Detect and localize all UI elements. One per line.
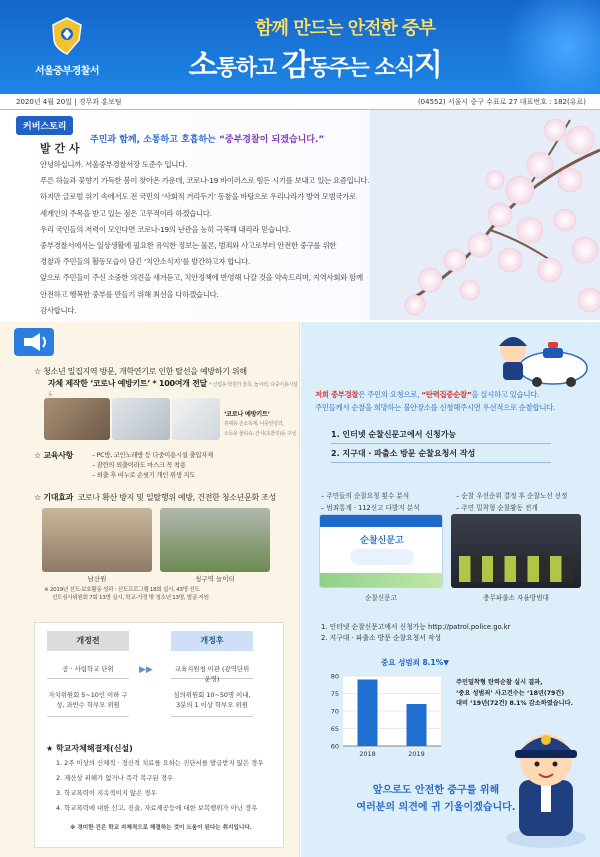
after-cell: 교육지원청 이관 (광역단위 운영) (171, 661, 253, 679)
header-title: 소통하고 감동주는 소식지 (188, 48, 442, 83)
chart-x-tick-label: 2019 (408, 750, 425, 758)
playground-photo (160, 508, 270, 572)
photo-caption: 청구역 놀이터 (195, 575, 235, 583)
step-online: 1. 인터넷 순찰신문고에서 신청가능 (331, 429, 551, 444)
contact-address: (04552) 서울시 중구 수표로 27 대표번호 : 182(유료) (417, 98, 586, 106)
foreword-line: 세계인의 주목을 받고 있는 점은 고무적이라 하겠습니다. (40, 208, 212, 218)
org-name: 서울중부경찰서 (34, 66, 100, 77)
foreword-line: 중부경찰서에서는 일상생활에 필요한 유익한 정보는 물론, 범죄와 사고로부터 안전한 중구를 위한 (40, 241, 337, 251)
edu-label: ☆ 교육사항 (34, 451, 74, 460)
foreword-line: 안전하고 행복한 중부를 만들기 위해 최선을 다하겠습니다. (40, 289, 219, 299)
foreword-heading: 발 간 사 (40, 142, 80, 155)
how-to-apply: 1. 인터넷 순찰신문고에서 신청가능 http://patrol.police.go.kr 2. 지구대 · 파출소 방문 순찰요청서 작성 (321, 623, 511, 642)
chart-y-tick-label: 75 (330, 690, 339, 698)
issue-date: 2020년 4월 20일 | 경무과 홍보팀 (16, 98, 122, 106)
kit-description: ‘코로나 예방키트’ 휴대용 손소독제, 나뭇잎링의, 소독용 물티슈, 간식(초콜릿)등 구성 (224, 411, 296, 437)
shot-caption: 충무파출소 자율방범대 (483, 594, 549, 602)
kit-photo-1 (44, 398, 110, 440)
chart-y-tick-label: 70 (330, 707, 339, 716)
chart-x-tick-label: 2018 (359, 750, 376, 758)
stat-note: ※ 2019년 선도·보호활동 성과 : 선도프로그램 18회 실시, 43명 선도 선도심사위원회 7회 13명 실시, 학교-가정 밖 청소년 13명, 발굴·지원 (44, 587, 209, 601)
foreword-line: 경찰과 주민들의 활동모습이 담긴 ‘치안소식지’를 발간하고자 합니다. (40, 257, 250, 267)
police-logo (18, 16, 116, 77)
edu-item: – 외출 후 비누로 손씻기 개인 위생 지도 (92, 471, 196, 479)
cherry-blossom-image (370, 110, 600, 320)
kit-photo-2 (112, 398, 170, 440)
foreword-line: 앞으로 주민들이 주신 소중한 의견을 새겨듣고, 치안정책에 반영해 나갈 것을 약속드리며, 지역사회와 함께 (40, 273, 363, 283)
reason-item: 1. 2주 이상의 신체적 · 정신적 치료를 요하는 진단서를 발급받지 않은 경우 (56, 759, 264, 767)
arrow-right-icon: ▶▶ (139, 665, 153, 675)
megaphone-icon (14, 328, 54, 356)
effect-line: ☆ 기대효과 코로나 확산 방지 및 일탈행위 예방, 건전한 청소년문화 조성 (34, 493, 277, 502)
edu-list (92, 450, 213, 480)
header-subtitle: 함께 만드는 안전한 중부 (255, 18, 435, 39)
foreword-line: 감사합니다. (40, 305, 77, 315)
chart-bar (358, 680, 378, 747)
volunteer-patrol-photo (451, 514, 581, 588)
cover-story-section (0, 110, 600, 320)
patrol-website-screenshot: 순찰신문고 (319, 514, 443, 588)
footnote: ※ 경미한 건은 학교 자체적으로 해결하는 것이 도움이 된다는 취지입니다. (70, 825, 252, 831)
kit-photo-3 (172, 398, 220, 440)
chart-title: 중요 성범죄 8.1%▼ (381, 658, 450, 667)
step-visit: 2. 지구대 · 파출소 방문 순찰요청서 작성 (331, 448, 551, 463)
foreword-line: 푸른 하늘과 꽃향기 가득한 봄이 찾아온 가운데, 코로나-19 바이러스로 힘든 시기를 보내고 있는 요즘입니다. (40, 176, 370, 186)
police-car-mascot-icon (491, 328, 591, 388)
foreword-text (40, 157, 380, 319)
before-cell: 자치위원회 5~10인 이하 구성, 과반수 학부모 위원 (47, 687, 129, 717)
before-cell: 공 · 사립학교 단위 (47, 661, 129, 679)
cover-story-tag: 커버스토리 (16, 116, 73, 135)
reason-item: 2. 재산상 피해가 없거나 즉각 복구된 경우 (56, 774, 174, 782)
reason-item: 3. 학교폭력이 지속적이지 않은 경우 (56, 789, 157, 797)
patrol-result: 주민밀착형 탄력순찰 실시 결과, ‘중요 성범죄’ 사고건수는 ‘18년(79건) 대비 ‘19년(72건) 8.1% 감소하였습니다. (456, 679, 573, 707)
chart-bar (407, 704, 427, 746)
before-header: 개정전 (47, 631, 129, 651)
info-bar (0, 94, 600, 110)
edu-item: – 잠깐의 외출이라도 마스크 꼭 착용 (92, 461, 186, 469)
after-cell: 심의위원회 10~50명 이내, 3분의 1 이상 학부모 위원 (171, 687, 253, 717)
closing-message: 앞으로도 안전한 중구를 위해 여러분의 의견에 귀 기울이겠습니다. (356, 785, 516, 813)
chart-y-tick-label: 80 (330, 672, 339, 681)
photo-caption: 남산원 (87, 575, 107, 583)
foreword-line: 우리 국민들의 저력이 모인다면 코로나-19의 난관을 능히 극복해 내리라 믿습니다. (40, 224, 291, 234)
foreword-line: 하지만 글로벌 위기 속에서도 전 국민의 ‘사회적 거리두기’ 동참을 바탕으로 우리나라가 방역 모범국가로 (40, 192, 356, 202)
self-resolution-title: ★ 학교자체해결제(신설) (46, 744, 133, 753)
operation-list: – 주민들의 순찰요청 횟수 분석 – 순찰 우선순위 결정 후 순찰노선 선정 – 범죄통계 · 112신고 다발지 분석 – 주민 밀착형 순찰활동 전개 (321, 492, 568, 512)
cover-quote: 주민과 함께, 소통하고 호흡하는 “중부경찰이 되겠습니다.” (90, 135, 325, 145)
kit-item-line-2: 자체 제작한 ‘코로나 예방키트’ * 100여개 전달 * 신림동 학원가 골목, 놀이터, 다중이용시설 등 (48, 379, 298, 398)
foreword-line: 안녕하십니까. 서울중부경찰서장 도준수 입니다. (40, 160, 188, 169)
reason-item: 4. 학교폭력에 대한 신고, 진술, 자료제공등에 대한 보복행위가 아닌 경우 (56, 804, 258, 812)
sex-crime-bar-chart (319, 670, 449, 762)
shot-caption: 순찰신문고 (365, 594, 397, 602)
law-revision-box (34, 622, 284, 848)
header-banner (0, 0, 600, 94)
youth-safety-section (0, 322, 300, 857)
police-emblem-icon (49, 16, 85, 56)
after-header: 개정후 (171, 631, 253, 651)
kit-item-line-1: ☆ 청소년 밀집지역 방문, 개학연기로 인한 탈선을 예방하기 위해 (34, 367, 247, 376)
namsanwon-photo (42, 508, 152, 572)
chart-y-tick-label: 60 (330, 742, 339, 751)
edu-item: – PC방, 코인노래방 등 다중이용시설 출입자제 (92, 451, 213, 459)
patrol-intro: 저희 중부경찰은 주민의 요청으로, “탄력집중순찰”을 실시하고 있습니다. 주민들께서 순찰을 희망하는 불안장소를 신청해주시면 우선적으로 순찰합니다. (315, 390, 556, 412)
chart-y-tick-label: 65 (330, 725, 339, 733)
patrol-section (301, 322, 600, 857)
